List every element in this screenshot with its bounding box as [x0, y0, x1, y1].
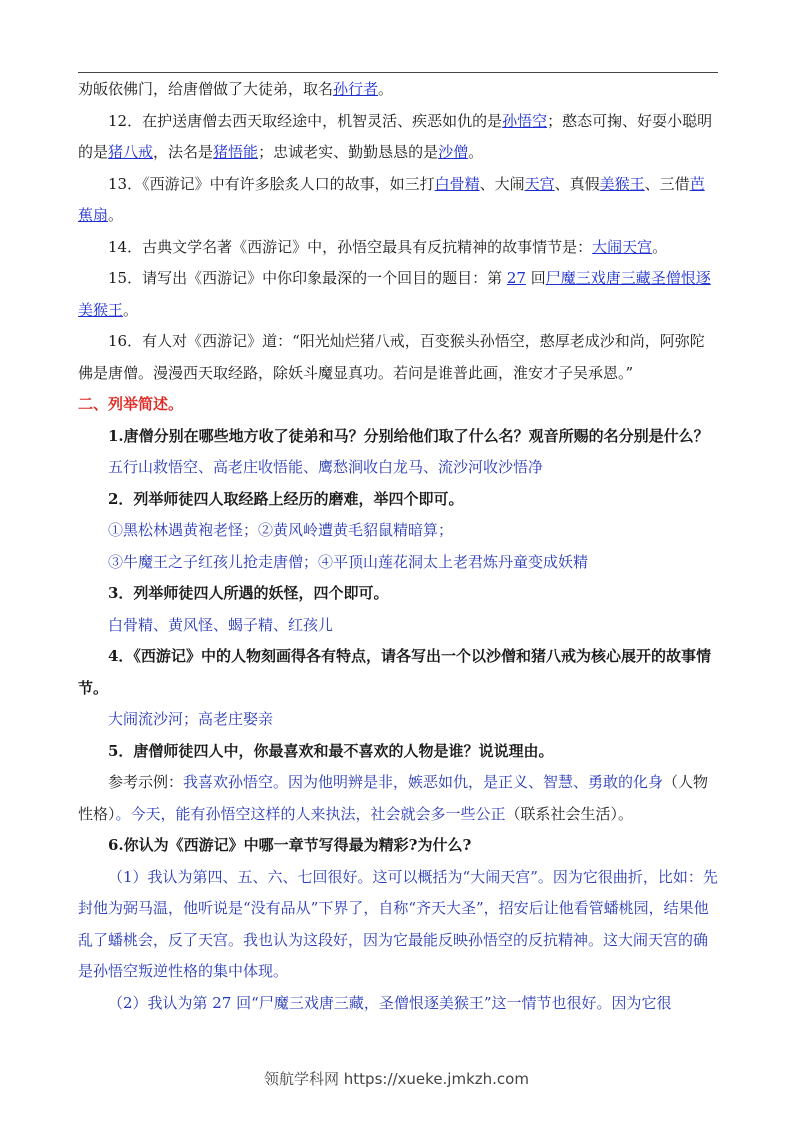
- top-rule: [78, 72, 718, 73]
- answer-text: 五行山救悟空、高老庄收悟能、鹰愁涧收白龙马、流沙河收沙悟净: [108, 458, 544, 476]
- question-heading: 4．《西游记》中的人物刻画得各有特点，请各写出一个以沙僧和猪八戒为核心展开的故事情节。: [78, 647, 711, 697]
- answer-text: 我喜欢孙悟空。因为他明辨是非，嫉恶如仇，是正义、智慧、勇敢的化身: [183, 773, 664, 791]
- question-12: 12．在护送唐僧去西天取经途中，机智灵活、疾恶如仇的是孙悟空；憨态可掬、好耍小聪明的是猪八戒，法名是猪悟能；忠诚老实、勤勤恳恳的是沙僧。: [78, 111, 713, 161]
- question-13: 13．《西游记》中有许多脍炙人口的故事，如三打白骨精、大闹天宫、真假美猴王、三借芭蕉扇。: [78, 174, 705, 224]
- answer-link[interactable]: 猪八戒: [108, 143, 154, 161]
- reference-answer: [78, 767, 718, 830]
- answer-link[interactable]: 美猴王: [599, 174, 645, 193]
- answer-link[interactable]: 芭蕉扇: [78, 174, 705, 224]
- question-heading: 2．列举师徒四人取经路上经历的磨难，举四个即可。: [108, 489, 464, 508]
- answer-link[interactable]: 猪悟能: [213, 143, 259, 161]
- question-15: 15．请写出《西游记》中你印象最深的一个回目的题目：第 27 回尸魔三戏唐三藏圣僧恨逐美猴王。: [78, 269, 711, 319]
- answer-link[interactable]: 沙僧: [438, 143, 469, 161]
- question-heading: 5．唐僧师徒四人中，你最喜欢和最不喜欢的人物是谁？说说理由。: [108, 741, 554, 760]
- section-heading: 二、列举简述。: [78, 395, 184, 413]
- answer-text: 。今天，能有孙悟空这样的人来执法，社会就会多一些公正: [115, 804, 506, 823]
- answer-link[interactable]: 孙悟空: [502, 111, 548, 130]
- answer-text: 白骨精、黄风怪、蝎子精、红孩儿: [108, 615, 334, 634]
- reference-label: 参考示例：: [108, 773, 184, 791]
- answer-text: 大闹流沙河；高老庄娶亲: [108, 710, 274, 728]
- annotation: （联系社会生活）。: [505, 804, 634, 823]
- answer-link[interactable]: 白骨精: [434, 174, 480, 193]
- paragraph-11-continuation: 劝皈依佛门，给唐僧做了大徒弟，取名孙行者。: [78, 80, 394, 98]
- question-16: 16．有人对《西游记》道：“阳光灿烂猪八戒，百变猴头孙悟空，憨厚老成沙和尚，阿弥陀佛是唐僧。漫漫西天取经路，除妖斗魔显真功。若问是谁普此画，淮安才子吴承恩。”: [78, 332, 705, 382]
- answer-text: ③牛魔王之子红孩儿抢走唐僧；④平顶山莲花洞太上老君炼丹童变成妖精: [108, 552, 589, 571]
- answer-link[interactable]: 27: [506, 269, 526, 287]
- question-heading: 3．列举师徒四人所遇的妖怪，四个即可。: [108, 584, 389, 602]
- answer-link[interactable]: 天宫: [524, 174, 555, 193]
- answer-link[interactable]: 尸魔三戏唐三藏圣僧恨逐美猴王: [78, 269, 711, 319]
- footer-watermark: 领航学科网 https://xueke.jmkzh.com: [264, 1070, 529, 1088]
- answer-text: （1）我认为第四、五、六、七回很好。这可以概括为“大闹天宫”。因为它很曲折，比如：先封他为弼马温，他听说是“没有品从”下界了，自称“齐天大圣”，招安后让他看管蟠桃园，结果他乱了蟠桃会，反了天宫。我也认为这段好，因为它最能反映孙悟空的反抗精神。这大闹天宫的确是孙悟空叛逆性格的集中体现。: [78, 867, 718, 980]
- document-content: [78, 74, 718, 1019]
- answer-link[interactable]: 孙行者: [333, 80, 379, 98]
- question-14: 14．古典文学名著《西游记》中，孙悟空最具有反抗精神的故事情节是：大闹天宫。: [108, 237, 668, 256]
- answer-text: ①黑松林遇黄袍老怪；②黄风岭遭黄毛貂鼠精暗算；: [108, 521, 454, 539]
- question-heading: 1.唐僧分别在哪些地方收了徒弟和马？分别给他们取了什么名？观音所赐的名分别是什么？: [108, 426, 709, 445]
- answer-link[interactable]: 大闹天宫: [592, 237, 653, 256]
- annotation: （人物性格）: [78, 773, 709, 823]
- question-heading: 6.你认为《西游记》中哪一章节写得最为精彩?为什么?: [108, 836, 472, 854]
- answer-text: （2）我认为第 27 回“尸魔三戏唐三藏，圣僧恨逐美猴王”这一情节也很好。因为它很: [108, 993, 672, 1012]
